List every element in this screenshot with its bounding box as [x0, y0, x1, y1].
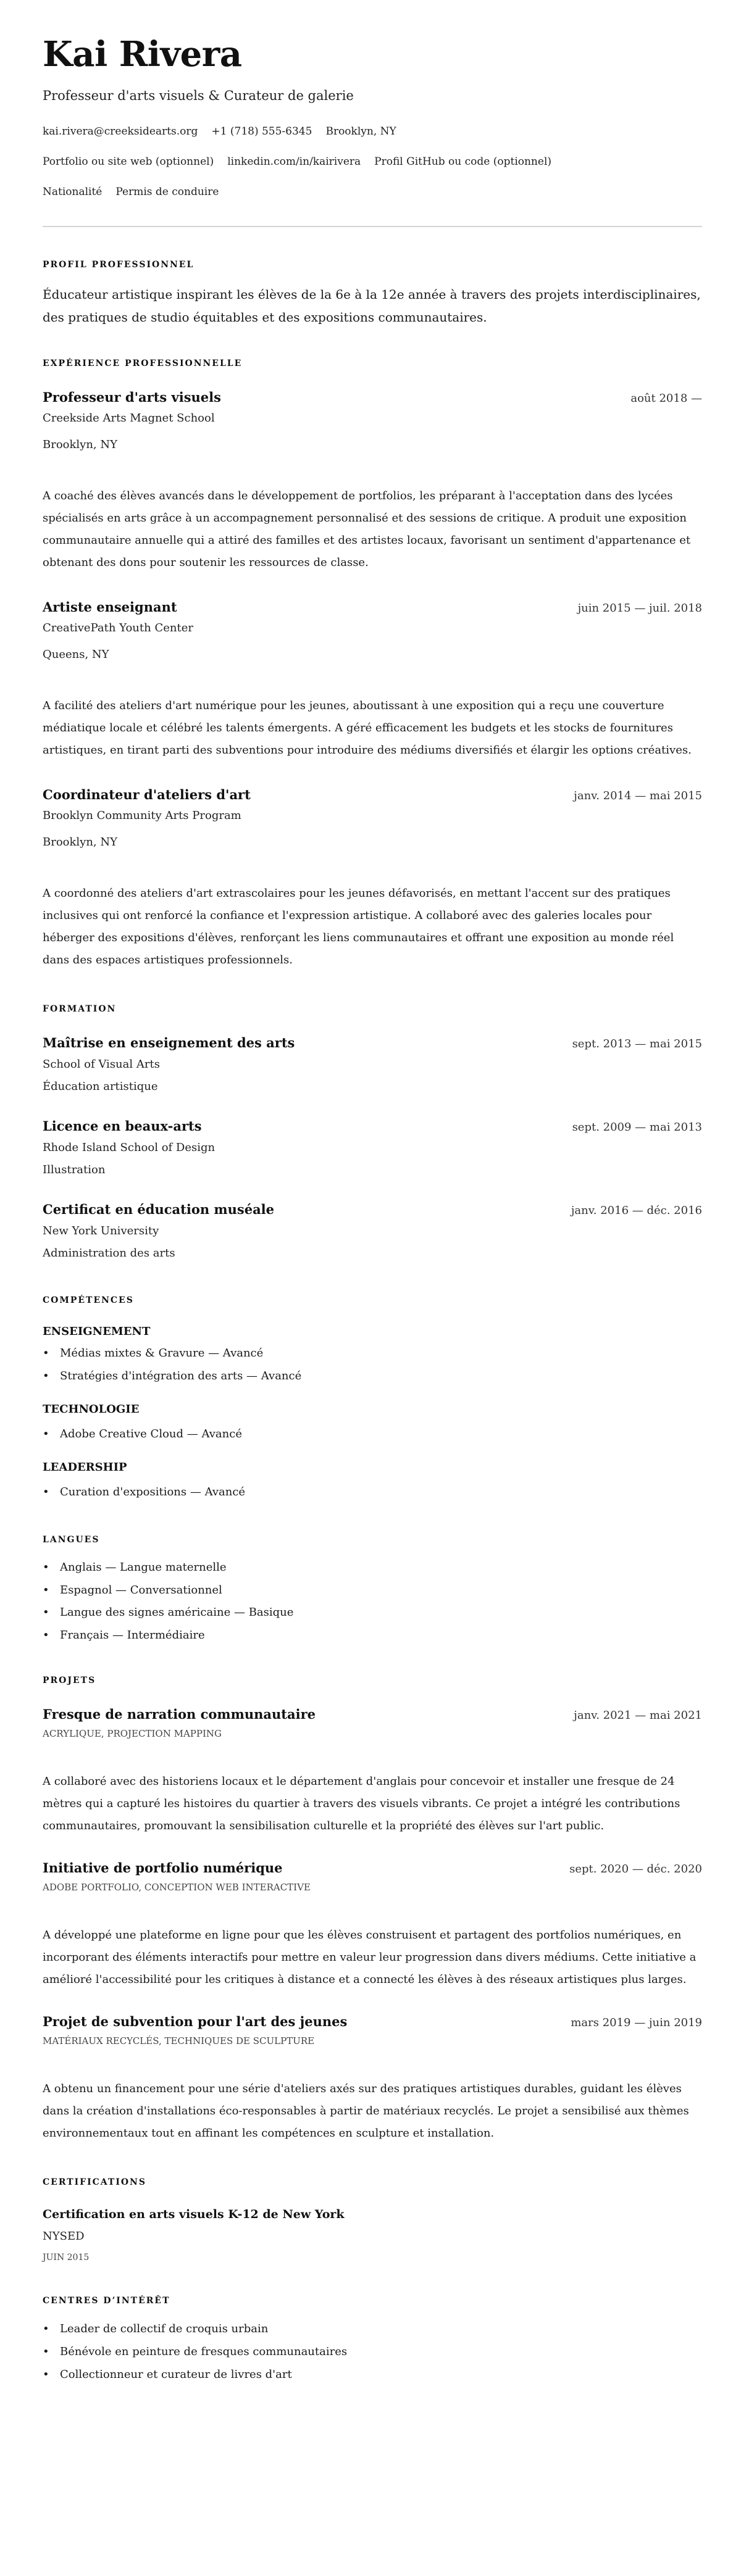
employer-name: CreativePath Youth Center	[43, 621, 193, 634]
skill-list	[43, 1342, 702, 1387]
skill-item: • Adobe Creative Cloud — Avancé	[43, 1423, 702, 1445]
interests-section	[43, 2295, 702, 2386]
job-title: Coordinateur d'ateliers d'art	[43, 787, 251, 802]
job-description: A coordonné des ateliers d'art extrascolaires pour les jeunes défavorisés, en mettant l'accent sur des pratiques inclusives qui ont renforcé la confiance et l'expression artistique. A collaboré avec des galeries locales pour héberger des expositions d'élèves, renforçant les liens communautaires et offrant une exposition au monde réel dans des espaces artistiques professionnels.	[43, 887, 674, 966]
certification-issuer: NYSED	[43, 2230, 85, 2243]
skill-group-heading: ENSEIGNEMENT	[43, 1325, 151, 1338]
school-name: Rhode Island School of Design	[43, 1141, 216, 1154]
section-heading: FORMATION	[43, 1004, 117, 1014]
skill-group-heading: LEADERSHIP	[43, 1461, 127, 1474]
skill-group-heading: TECHNOLOGIE	[43, 1403, 140, 1416]
contact-phone[interactable]: +1 (718) 555-6345	[211, 125, 312, 138]
project-dates: sept. 2020 — déc. 2020	[569, 1863, 702, 1876]
project-item	[43, 1706, 702, 1837]
contact-github-link[interactable]: Profil GitHub ou code (optionnel)	[374, 156, 552, 168]
skill-item: • Médias mixtes & Gravure — Avancé	[43, 1342, 702, 1365]
experience-item	[43, 786, 702, 971]
education-item	[43, 1201, 702, 1263]
project-dates: janv. 2021 — mai 2021	[574, 1709, 702, 1722]
experience-item	[43, 389, 702, 574]
certification-title: Certification en arts visuels K-12 de New York	[43, 2208, 345, 2221]
project-description: A développé une plateforme en ligne pour que les élèves construisent et partagent des portfolios numériques, en incorporant des éléments interactifs pour mettre en valeur leur progression dans divers médiums. Cette initiative a amélioré l'accessibilité pour les critiques à distance et a connecté les élèves à des réseaux artistiques plus larges.	[43, 1929, 697, 1986]
job-description: A coaché des élèves avancés dans le développement de portfolios, les préparant à l'acceptation dans des lycées spécialisés en arts grâce à un accompagnement personnalisé et des sessions de critique. A produit une exposition communautaire annuelle qui a attiré des familles et des artistes locaux, favorisant un sentiment d'appartenance et obtenant des dons pour soutenir les ressources de classe.	[43, 489, 691, 569]
section-heading: CENTRES D’INTÉRÊT	[43, 2296, 170, 2306]
project-technologies: ADOBE PORTFOLIO, CONCEPTION WEB INTERACTIVE	[43, 1882, 311, 1893]
header-divider	[43, 226, 702, 227]
job-location: Brooklyn, NY	[43, 438, 118, 451]
education-item	[43, 1118, 702, 1179]
language-item: • Espagnol — Conversationnel	[43, 1579, 702, 1602]
project-item	[43, 2013, 702, 2145]
skills-section	[43, 1295, 702, 1503]
school-name: New York University	[43, 1224, 159, 1237]
certification-date: JUIN 2015	[43, 2253, 90, 2262]
section-heading: CERTIFICATIONS	[43, 2177, 146, 2187]
contact-linkedin-link[interactable]: linkedin.com/in/kairivera	[227, 156, 361, 168]
interest-item: • Bénévole en peinture de fresques communautaires	[43, 2340, 702, 2363]
project-technologies: ACRYLIQUE, PROJECTION MAPPING	[43, 1728, 222, 1739]
section-heading: COMPÉTENCES	[43, 1295, 134, 1305]
project-title: Fresque de narration communautaire	[43, 1706, 316, 1722]
experience-item	[43, 599, 702, 762]
contact-nationality: Nationalité	[43, 186, 103, 198]
profile-summary: Éducateur artistique inspirant les élèves de la 6e à la 12e année à travers des projets interdisciplinaires, des pratiques de studio équitables et des expositions communautaires.	[43, 287, 701, 325]
job-location: Queens, NY	[43, 648, 109, 661]
job-dates: juin 2015 — juil. 2018	[577, 602, 702, 615]
job-description: A facilité des ateliers d'art numérique pour les jeunes, aboutissant à une exposition qui a reçu une couverture médiatique locale et célébré les talents émergents. A géré efficacement les budgets et les stocks de fournitures artistiques, en tirant parti des subventions pour introduire des médiums diversifiés et élargir les options créatives.	[43, 699, 692, 757]
job-title: Artiste enseignant	[43, 599, 177, 615]
job-location: Brooklyn, NY	[43, 836, 118, 849]
education-item-header	[43, 1034, 702, 1053]
skill-list	[43, 1423, 702, 1445]
job-title: Professeur d'arts visuels	[43, 389, 221, 405]
skill-item: • Stratégies d'intégration des arts — Avancé	[43, 1365, 702, 1387]
experience-item-header	[43, 599, 702, 617]
contact-email[interactable]: kai.rivera@creeksidearts.org	[43, 125, 198, 138]
projects-section	[43, 1675, 702, 2145]
degree-title: Licence en beaux-arts	[43, 1118, 202, 1134]
languages-section	[43, 1534, 702, 1647]
resume-header	[43, 35, 702, 199]
employer-name: Creekside Arts Magnet School	[43, 412, 215, 425]
field-of-study: Administration des arts	[43, 1247, 175, 1260]
job-dates: août 2018 —	[630, 392, 702, 405]
project-description: A collaboré avec des historiens locaux et le département d'anglais pour concevoir et installer une fresque de 24 mètres qui a capturé les histoires du quartier à travers des visuels vibrants. Ce projet a intégré les contributions communautaires, promouvant la sensibilisation culturelle et la propriété des élèves sur l'art public.	[43, 1775, 680, 1832]
project-title: Projet de subvention pour l'art des jeunes	[43, 2014, 348, 2029]
project-item-header	[43, 2013, 702, 2032]
section-heading: EXPÉRIENCE PROFESSIONNELLE	[43, 359, 243, 368]
education-dates: sept. 2013 — mai 2015	[572, 1037, 702, 1050]
education-dates: sept. 2009 — mai 2013	[572, 1121, 702, 1134]
section-heading: PROFIL PROFESSIONNEL	[43, 260, 195, 270]
contact-location: Brooklyn, NY	[325, 125, 396, 138]
degree-title: Certificat en éducation muséale	[43, 1202, 275, 1217]
language-item: • Français — Intermédiaire	[43, 1624, 702, 1647]
candidate-name: Kai Rivera	[43, 34, 242, 75]
contact-row	[43, 185, 702, 199]
contact-portfolio-link[interactable]: Portfolio ou site web (optionnel)	[43, 156, 214, 168]
education-item-header	[43, 1118, 702, 1136]
profile-section	[43, 259, 702, 329]
education-dates: janv. 2016 — déc. 2016	[571, 1204, 702, 1217]
project-technologies: MATÉRIAUX RECYCLÉS, TECHNIQUES DE SCULPTURE	[43, 2035, 315, 2046]
field-of-study: Éducation artistique	[43, 1080, 158, 1093]
education-item-header	[43, 1201, 702, 1219]
contact-row	[43, 154, 702, 169]
language-item: • Langue des signes américaine — Basique	[43, 1602, 702, 1624]
interest-item: • Leader de collectif de croquis urbain	[43, 2317, 702, 2340]
contact-driving-license: Permis de conduire	[115, 186, 219, 198]
project-item-header	[43, 1859, 702, 1878]
certifications-section	[43, 2177, 702, 2264]
job-dates: janv. 2014 — mai 2015	[574, 789, 702, 802]
experience-item-header	[43, 389, 702, 407]
project-item	[43, 1859, 702, 1991]
experience-section	[43, 358, 702, 971]
project-item-header	[43, 1706, 702, 1724]
project-title: Initiative de portfolio numérique	[43, 1860, 283, 1876]
school-name: School of Visual Arts	[43, 1058, 160, 1071]
education-item	[43, 1034, 702, 1096]
experience-item-header	[43, 786, 702, 805]
language-item: • Anglais — Langue maternelle	[43, 1556, 702, 1579]
employer-name: Brooklyn Community Arts Program	[43, 809, 241, 822]
section-heading: PROJETS	[43, 1676, 96, 1685]
degree-title: Maîtrise en enseignement des arts	[43, 1035, 295, 1050]
skill-item: • Curation d'expositions — Avancé	[43, 1481, 702, 1503]
interest-item: • Collectionneur et curateur de livres d'art	[43, 2363, 702, 2386]
candidate-headline: Professeur d'arts visuels & Curateur de galerie	[43, 88, 354, 103]
contact-row	[43, 124, 702, 139]
field-of-study: Illustration	[43, 1163, 106, 1176]
section-heading: LANGUES	[43, 1535, 100, 1545]
certification-item	[43, 2206, 702, 2264]
education-section	[43, 1003, 702, 1263]
project-dates: mars 2019 — juin 2019	[571, 2016, 702, 2029]
skill-list	[43, 1481, 702, 1503]
project-description: A obtenu un financement pour une série d'ateliers axés sur des pratiques artistiques durables, guidant les élèves dans la création d'installations éco-responsables à partir de matériaux recyclés. Le projet a sensibilisé aux thèmes environnementaux tout en affinant les compétences en sculpture et installation.	[43, 2082, 689, 2140]
